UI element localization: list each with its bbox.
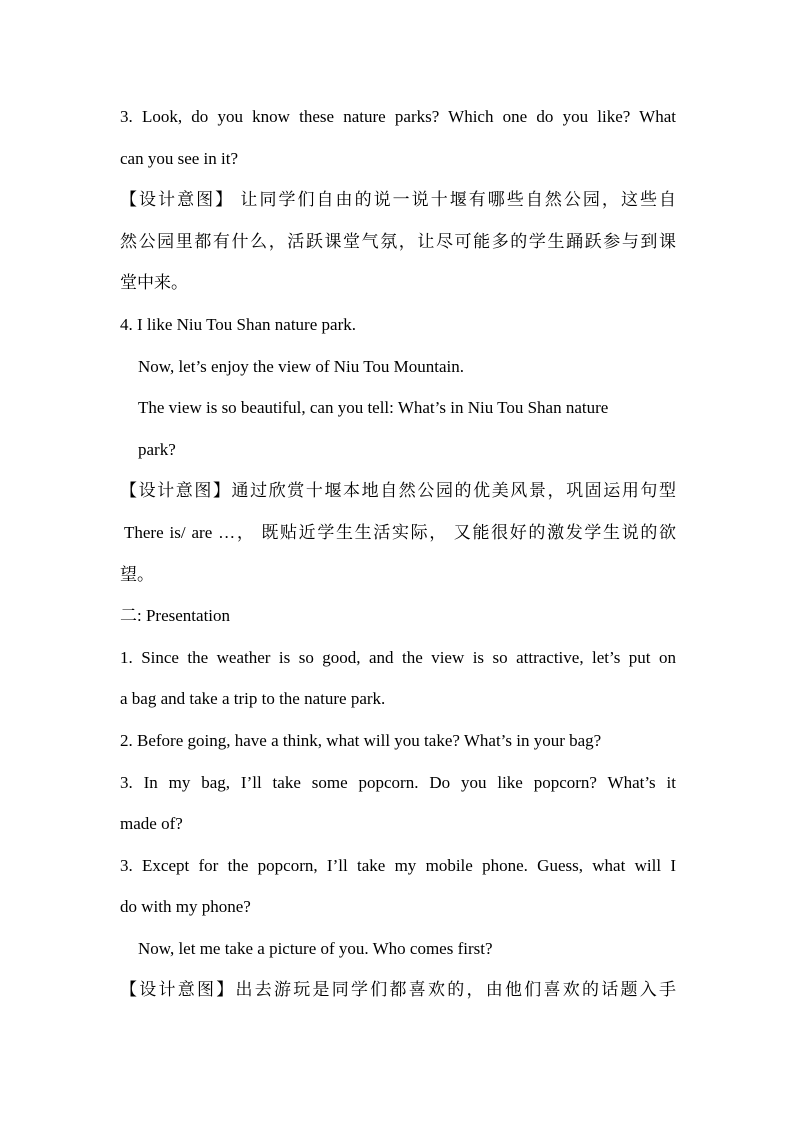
paragraph-line: do with my phone? xyxy=(120,897,251,917)
paragraph-line: can you see in it? xyxy=(120,148,239,168)
section-heading: 二: Presentation xyxy=(120,606,231,626)
paragraph-line: made of? xyxy=(120,814,183,834)
design-intent-line: 堂中来。 xyxy=(120,273,188,293)
document-page xyxy=(120,96,676,1011)
paragraph-line: The view is so beautiful, can you tell: What’s in Niu Tou Shan nature xyxy=(138,398,609,418)
paragraph-line: 1. Since the weather is so good, and the view is so attractive, let’s put on xyxy=(120,647,676,667)
design-intent-line: 【设计意图】通过欣赏十堰本地自然公园的优美风景，巩固运用句型 xyxy=(120,481,676,501)
paragraph-line: 3. In my bag, I’ll take some popcorn. Do you like popcorn? What’s it xyxy=(120,772,676,792)
paragraph-line: park? xyxy=(138,439,176,459)
design-intent-line: 然公园里都有什么，活跃课堂气氛，让尽可能多的学生踊跃参与到课 xyxy=(120,231,676,251)
paragraph-line: Now, let’s enjoy the view of Niu Tou Mountain. xyxy=(138,356,465,376)
paragraph-line: 4. I like Niu Tou Shan nature park. xyxy=(120,314,356,334)
paragraph-line: Now, let me take a picture of you. Who comes first? xyxy=(138,938,493,958)
paragraph-line: a bag and take a trip to the nature park. xyxy=(120,689,386,709)
design-intent-line: There is/ are …， 既贴近学生生活实际， 又能很好的激发学生说的欲 xyxy=(124,522,676,542)
paragraph-line: 2. Before going, have a think, what will you take? What’s in your bag? xyxy=(120,730,602,750)
design-intent-line: 望。 xyxy=(120,564,154,584)
paragraph-line: 3. Look, do you know these nature parks? Which one do you like? What xyxy=(120,107,676,126)
design-intent-line: 【设计意图】 让同学们自由的说一说十堰有哪些自然公园，这些自 xyxy=(120,190,676,210)
paragraph-line: 3. Except for the popcorn, I’ll take my mobile phone. Guess, what will I xyxy=(120,855,676,875)
design-intent-line: 【设计意图】出去游玩是同学们都喜欢的，由他们喜欢的话题入手 xyxy=(120,980,676,1000)
